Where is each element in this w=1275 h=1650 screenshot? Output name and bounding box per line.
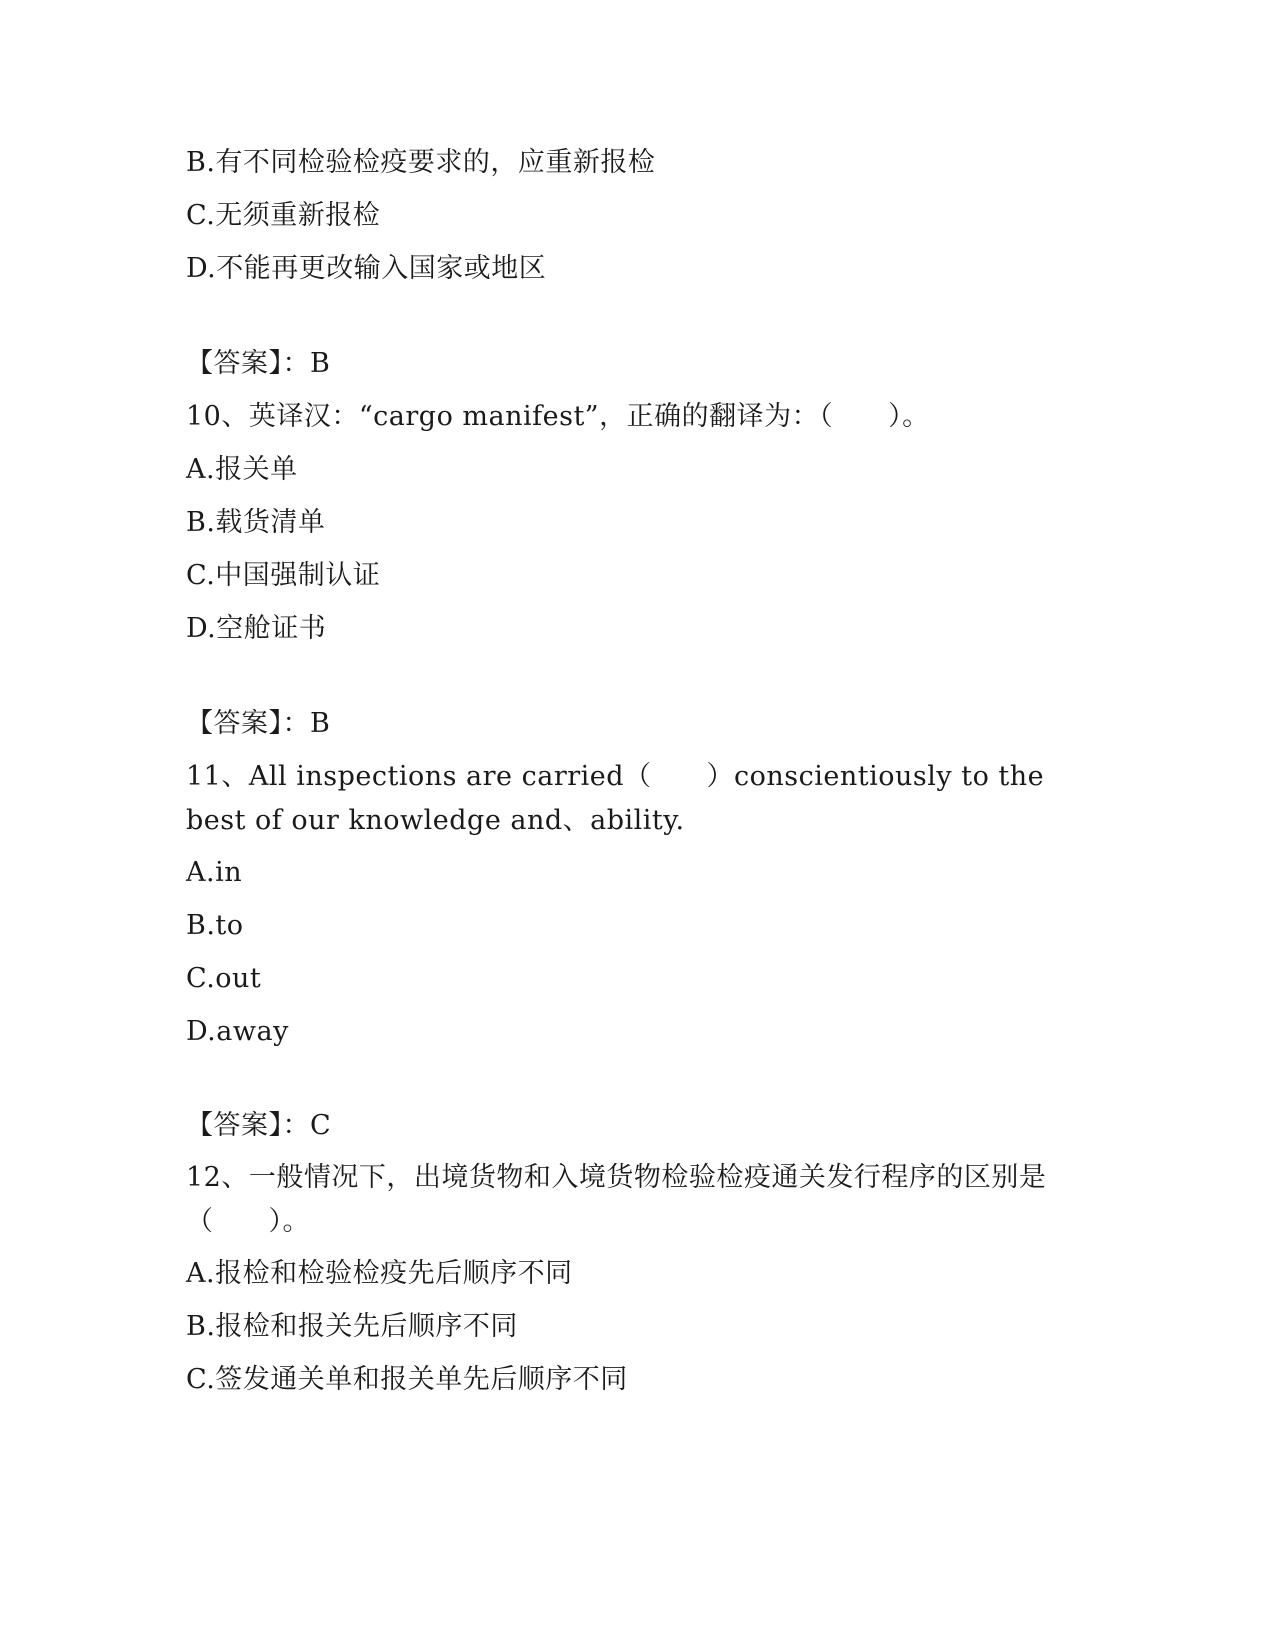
q11-option-a: A.in (186, 857, 243, 888)
q10-option-b: B.载货清单 (186, 507, 326, 538)
q10-answer: 【答案】：B (186, 708, 331, 739)
q10-stem: 10、英译汉：“cargo manifest”，正确的翻译为：（ ）。 (186, 401, 930, 432)
q9-option-d: D.不能再更改输入国家或地区 (186, 253, 547, 284)
q10-option-d: D.空舱证书 (186, 613, 327, 644)
q12-stem: 12、一般情况下，出境货物和入境货物检验检疫通关发行程序的区别是（ ）。 (186, 1162, 1047, 1237)
q11-option-c: C.out (186, 963, 262, 994)
q9-option-b: B.有不同检验检疫要求的，应重新报检 (186, 147, 656, 178)
q11-option-b: B.to (186, 910, 244, 941)
q10-option-c: C.中国强制认证 (186, 560, 381, 591)
q11-stem: 11、All inspections are carried（ ）conscientiously to the best of our knowledge and、ability. (186, 761, 1045, 836)
q12-option-a: A.报检和检验检疫先后顺序不同 (186, 1258, 573, 1289)
q12-option-c: C.签发通关单和报关单先后顺序不同 (186, 1364, 628, 1395)
q10-option-a: A.报关单 (186, 454, 298, 485)
q9-option-c: C.无须重新报检 (186, 200, 381, 231)
q11-answer: 【答案】：C (186, 1110, 332, 1141)
q9-answer: 【答案】：B (186, 348, 331, 379)
q12-option-b: B.报检和报关先后顺序不同 (186, 1311, 518, 1342)
q11-option-d: D.away (186, 1016, 289, 1047)
